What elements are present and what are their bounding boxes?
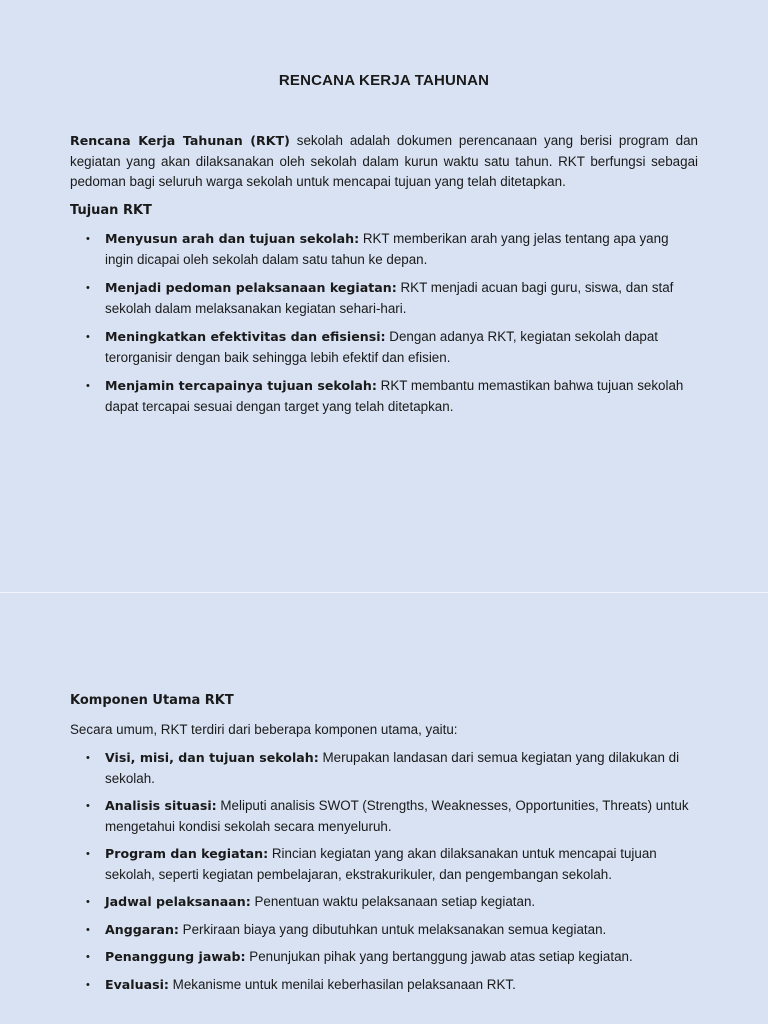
list-item-text: Penentuan waktu pelaksanaan setiap kegiatan. [250,894,536,909]
list-item-text: Merupakan landasan dari semua kegiatan yang dilakukan di sekolah. [105,750,680,786]
list-item-text: Penunjukan pihak yang bertanggung jawab atas setiap kegiatan. [245,949,633,964]
list-item-text: RKT memberikan arah yang jelas tentang apa yang ingin dicapai oleh sekolah dalam satu tahun ke depan. [105,231,669,267]
intro-term: Rencana Kerja Tahunan (RKT) [70,133,290,148]
list-item [86,376,698,417]
komponen-intro: Secara umum, RKT terdiri dari beberapa komponen utama, yaitu: [70,722,458,737]
list-item [86,748,698,789]
tujuan-list [86,229,698,425]
list-item-term: Penanggung jawab: [105,949,246,964]
list-item-term: Menjadi pedoman pelaksanaan kegiatan: [105,280,397,295]
list-item-term: Program dan kegiatan: [105,846,269,861]
komponen-list [86,748,698,1002]
list-item-text: RKT membantu memastikan bahwa tujuan sekolah dapat tercapai sesuai dengan target yang telah ditetapkan. [105,378,684,414]
document-title: RENCANA KERJA TAHUNAN [278,72,490,89]
list-item-text: RKT menjadi acuan bagi guru, siswa, dan staf sekolah dalam melaksanakan kegiatan sehari-hari. [105,280,674,316]
list-item-term: Visi, misi, dan tujuan sekolah: [105,750,319,765]
list-item [86,920,698,941]
list-item-text: Dengan adanya RKT, kegiatan sekolah dapat terorganisir dengan baik sehingga lebih efektif dan efisien. [105,329,659,365]
list-item-text: Mekanisme untuk menilai keberhasilan pelaksanaan RKT. [168,976,516,992]
list-item-term: Menyusun arah dan tujuan sekolah: [105,231,360,246]
list-item-term: Menjamin tercapainya tujuan sekolah: [105,378,377,393]
list-item [86,229,698,270]
document-page-2 [0,593,768,1024]
list-item [86,892,698,913]
list-item-term: Anggaran: [105,921,179,937]
list-item-text: Meliputi analisis SWOT (Strengths, Weaknesses, Opportunities, Threats) untuk mengetahui kondisi sekolah secara menyeluruh. [105,798,689,834]
intro-paragraph [70,131,698,193]
list-item [86,327,698,368]
tujuan-heading: Tujuan RKT [70,203,152,218]
list-item [86,278,698,319]
intro-text: sekolah adalah dokumen perencanaan yang berisi program dan kegiatan yang akan dilaksanakan oleh sekolah dalam kurun waktu satu tahun. RKT berfungsi sebagai pedoman bagi seluruh warga sekolah untuk mencapai tujuan yang telah ditetapkan. [70,133,698,189]
komponen-heading: Komponen Utama RKT [70,693,234,708]
list-item [86,947,698,968]
list-item-term: Analisis situasi: [105,798,217,813]
list-item-text: Perkiraan biaya yang dibutuhkan untuk melaksanakan semua kegiatan. [178,921,607,937]
list-item [86,796,698,837]
list-item [86,844,698,885]
list-item-term: Jadwal pelaksanaan: [105,894,251,909]
list-item-text: Rincian kegiatan yang akan dilaksanakan untuk mencapai tujuan sekolah, seperti kegiatan pembelajaran, ekstrakurikuler, dan pengembangan sekolah. [105,846,657,882]
list-item-term: Evaluasi: [105,976,169,992]
list-item-term: Meningkatkan efektivitas dan efisiensi: [105,329,386,344]
list-item [86,975,698,996]
